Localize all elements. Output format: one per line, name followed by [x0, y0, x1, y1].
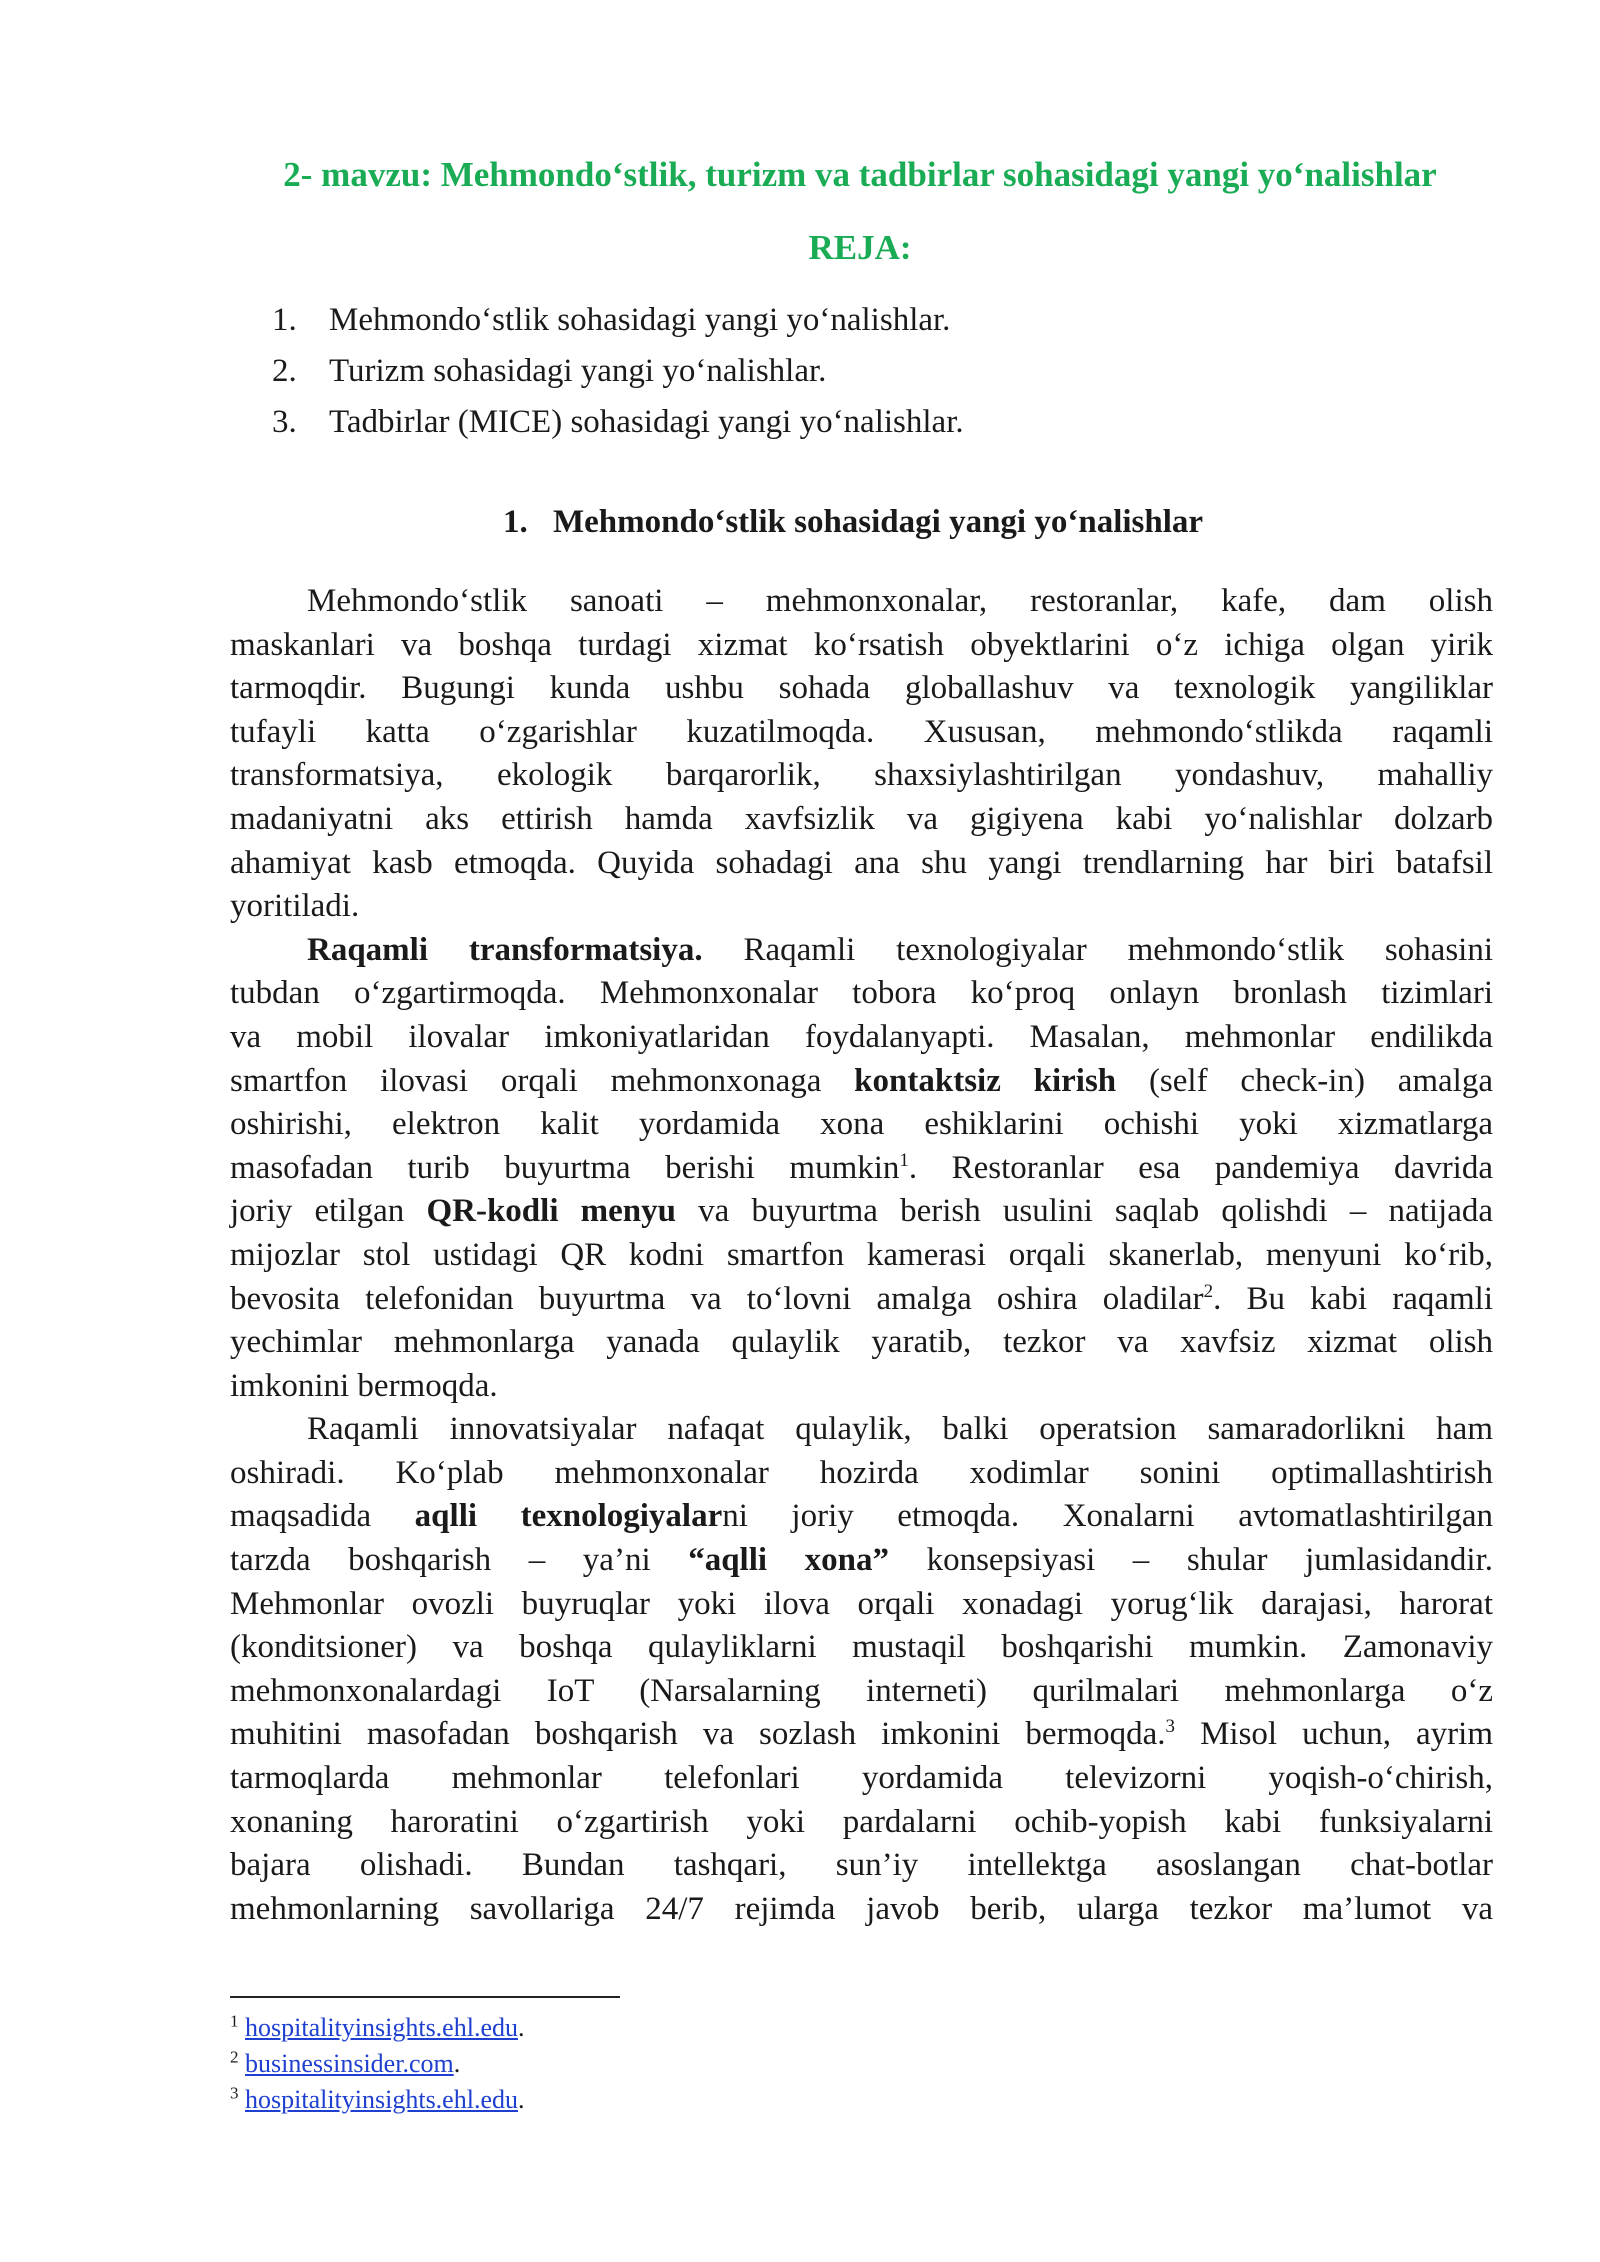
footnote-ref: 3	[1165, 1716, 1176, 1738]
plan-list	[272, 295, 1472, 448]
paragraph-intro: Mehmondo‘stlik sanoati – mehmonxonalar, restoranlar, kafe, dam olish maskanlari va boshqa turdagi xizmat ko‘rsatish obyektlarini o‘z ichiga olgan yirik tarmoqdir. Bugungi kunda ushbu sohada globallashuv va texnologik yangiliklar tufayli katta o‘zgarishlar kuzatilmoqda. Xususan, mehmondo‘stlikda raqamli transformatsiya, ekologik barqarorlik, shaxsiylashtirilgan yondashuv, mahalliy madaniyatni aks ettirish hamda xavfsizlik va gigiyena kabi yo‘nalishlar dolzarb ahamiyat kasb etmoqda. Quyida sohadagi ana shu yangi trendlarning har biri batafsil yoritiladi.	[230, 583, 1493, 925]
footnote-ref: 2	[1203, 1280, 1214, 1302]
footnote: $^1$ hospitalityinsights.ehl.edu.	[230, 2011, 525, 2042]
footnote-divider	[230, 1996, 620, 1998]
footnote-link[interactable]: businessinsider.com	[245, 2049, 454, 2078]
paragraph-smart-technologies: Raqamli innovatsiyalar nafaqat qulaylik, balki operatsion samaradorlikni ham oshiradi. Ko‘plab mehmonxonalar hozirda xodimlar sonini optimallashtirish maqsadida aqlli texnologiyalarni joriy etmoqda. Xonalarni avtomatlashtirilgan tarzda boshqarish – ya’ni “aqlli xona” konsepsiyasi – shular jumlasidandir. Mehmonlar ovozli buyruqlar yoki ilova orqali xonadagi yorug‘lik darajasi, harorat (konditsioner) va boshqa qulayliklarni mustaqil boshqarishi mumkin. Zamonaviy mehmonxonalardagi IoT (Narsalarning interneti) qurilmalari mehmonlarga o‘z muhitini masofadan boshqarish va sozlash imkonini bermoqda.$^3$ Misol uchun, ayrim tarmoqlarda mehmonlar telefonlari yordamida televizorni yoqish-o‘chirish, xonaning haroratini o‘zgartirish yoki pardalarni ochib-yopish kabi funksiyalarni bajara olishadi. Bundan tashqari, sun’iy intellektga asoslangan chat-botlar mehmonlarning savollariga 24/7 rejimda javob berib, ularga tezkor ma’lumot va	[230, 1411, 1494, 1927]
footnote-link[interactable]: hospitalityinsights.ehl.edu	[245, 2013, 518, 2042]
plan-item: 2. Turizm sohasidagi yangi yo‘nalishlar.	[272, 353, 827, 389]
footnote: $^3$ hospitalityinsights.ehl.edu.	[230, 2083, 525, 2114]
plan-item: 3. Tadbirlar (MICE) sohasidagi yangi yo‘nalishlar.	[272, 404, 964, 440]
footnote-link[interactable]: hospitalityinsights.ehl.edu	[245, 2085, 518, 2114]
plan-label: REJA:	[808, 228, 912, 267]
body-text	[230, 580, 1493, 1931]
footnote-ref: 1	[899, 1149, 909, 1171]
footnotes	[230, 2010, 525, 2118]
plan-item: 1. Mehmondo‘stlik sohasidagi yangi yo‘nalishlar.	[272, 302, 951, 338]
section-heading: 1. Mehmondo‘stlik sohasidagi yangi yo‘nalishlar	[503, 504, 1204, 540]
paragraph-digital-transformation: Raqamli transformatsiya. Raqamli texnologiyalar mehmondo‘stlik sohasini tubdan o‘zgartirmoqda. Mehmonxonalar tobora ko‘proq onlayn bronlash tizimlari va mobil ilovalar imkoniyatlaridan foydalanyapti. Masalan, mehmonlar endilikda smartfon ilovasi orqali mehmonxonaga kontaktsiz kirish (self check-in) amalga oshirishi, elektron kalit yordamida xona eshiklarini ochishi yoki xizmatlarga masofadan turib buyurtma berishi mumkin$^1$. Restoranlar esa pandemiya davrida joriy etilgan QR-kodli menyu va buyurtma berish usulini saqlab qolishdi – natijada mijozlar stol ustidagi QR kodni smartfon kamerasi orqali skanerlab, menyuni ko‘rib, bevosita telefonidan buyurtma va to‘lovni amalga oshira oladilar$^2$. Bu kabi raqamli yechimlar mehmonlarga yanada qulaylik yaratib, tezkor va xavfsiz xizmat olish imkonini bermoqda.	[230, 931, 1493, 1404]
footnote: $^2$ businessinsider.com.	[230, 2047, 461, 2078]
page-title: 2- mavzu: Mehmondo‘stlik, turizm va tadbirlar sohasidagi yangi yo‘nalishlar	[283, 155, 1437, 194]
